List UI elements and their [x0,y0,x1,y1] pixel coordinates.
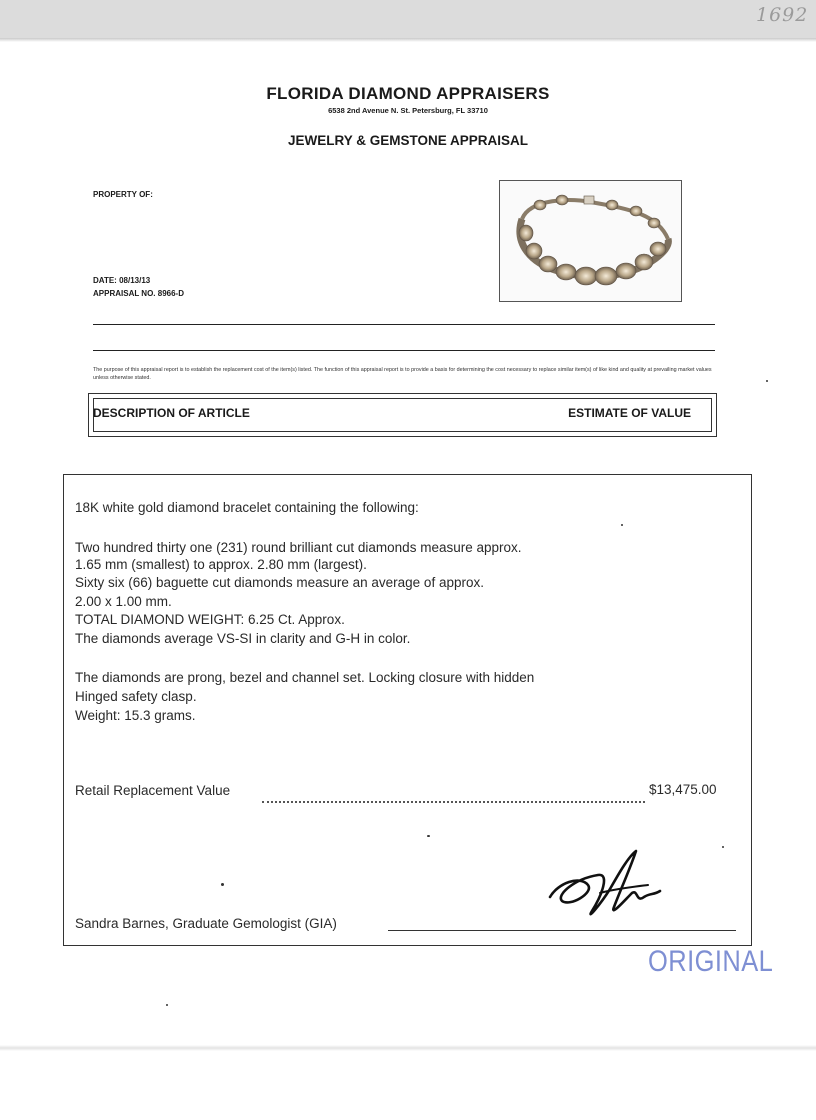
retail-value-amount: $13,475.00 [649,782,717,797]
description-line: The diamonds average VS-SI in clarity and G-H in color. [75,631,411,646]
company-address: 6538 2nd Avenue N. St. Petersburg, FL 33710 [328,106,488,115]
description-line: Sixty six (66) baguette cut diamonds measure an average of approx. [75,575,484,590]
signature-line [388,930,736,931]
scan-speck [221,883,224,886]
appraisal-number: APPRAISAL NO. 8966-D [93,289,184,298]
description-line: Two hundred thirty one (231) round brilliant cut diamonds measure approx. [75,540,522,555]
bracelet-image [500,181,681,301]
signature-scribble [540,845,665,925]
appraisal-date: DATE: 08/13/13 [93,276,151,285]
estimate-column-header: ESTIMATE OF VALUE [568,406,691,420]
scan-bottom-edge [0,1045,816,1051]
divider-line-2 [93,350,715,351]
scan-top-shadow [0,0,816,40]
property-of-label: PROPERTY OF: [93,190,153,199]
description-column-header: DESCRIPTION OF ARTICLE [93,406,250,420]
scan-top-edge [0,38,816,42]
column-header-box [88,393,717,437]
signer-name: Sandra Barnes, Graduate Gemologist (GIA) [75,916,337,931]
scan-speck [166,1004,168,1006]
retail-value-label: Retail Replacement Value [75,783,231,798]
bracelet-photo [499,180,682,302]
original-stamp: ORIGINAL [648,945,774,978]
description-intro: 18K white gold diamond bracelet containing the following: [75,500,419,515]
appraisal-purpose-statement: The purpose of this appraisal report is to establish the replacement cost of the item(s) listed. The function of this appraisal report is to provide a basis for determining the cost necessary to replace similar item(s) of like kind and quality at prevailing market values unless otherwise stated. [93,367,712,381]
description-line: TOTAL DIAMOND WEIGHT: 6.25 Ct. Approx. [75,612,345,627]
document-title: JEWELRY & GEMSTONE APPRAISAL [287,133,529,148]
setting-line: The diamonds are prong, bezel and channel set. Locking closure with hidden [75,670,535,685]
scan-speck [766,380,768,382]
handwritten-page-number: 1692 [756,4,809,26]
description-line: 1.65 mm (smallest) to approx. 2.80 mm (largest). [75,557,367,572]
setting-line: Weight: 15.3 grams. [75,708,196,723]
leader-dots [262,787,645,803]
company-name: FLORIDA DIAMOND APPRAISERS [266,84,550,103]
scan-speck [621,524,623,526]
setting-line: Hinged safety clasp. [75,689,197,704]
scan-speck [722,846,724,848]
scan-speck [427,835,430,837]
description-line: 2.00 x 1.00 mm. [75,594,172,609]
divider-line-1 [93,324,715,325]
